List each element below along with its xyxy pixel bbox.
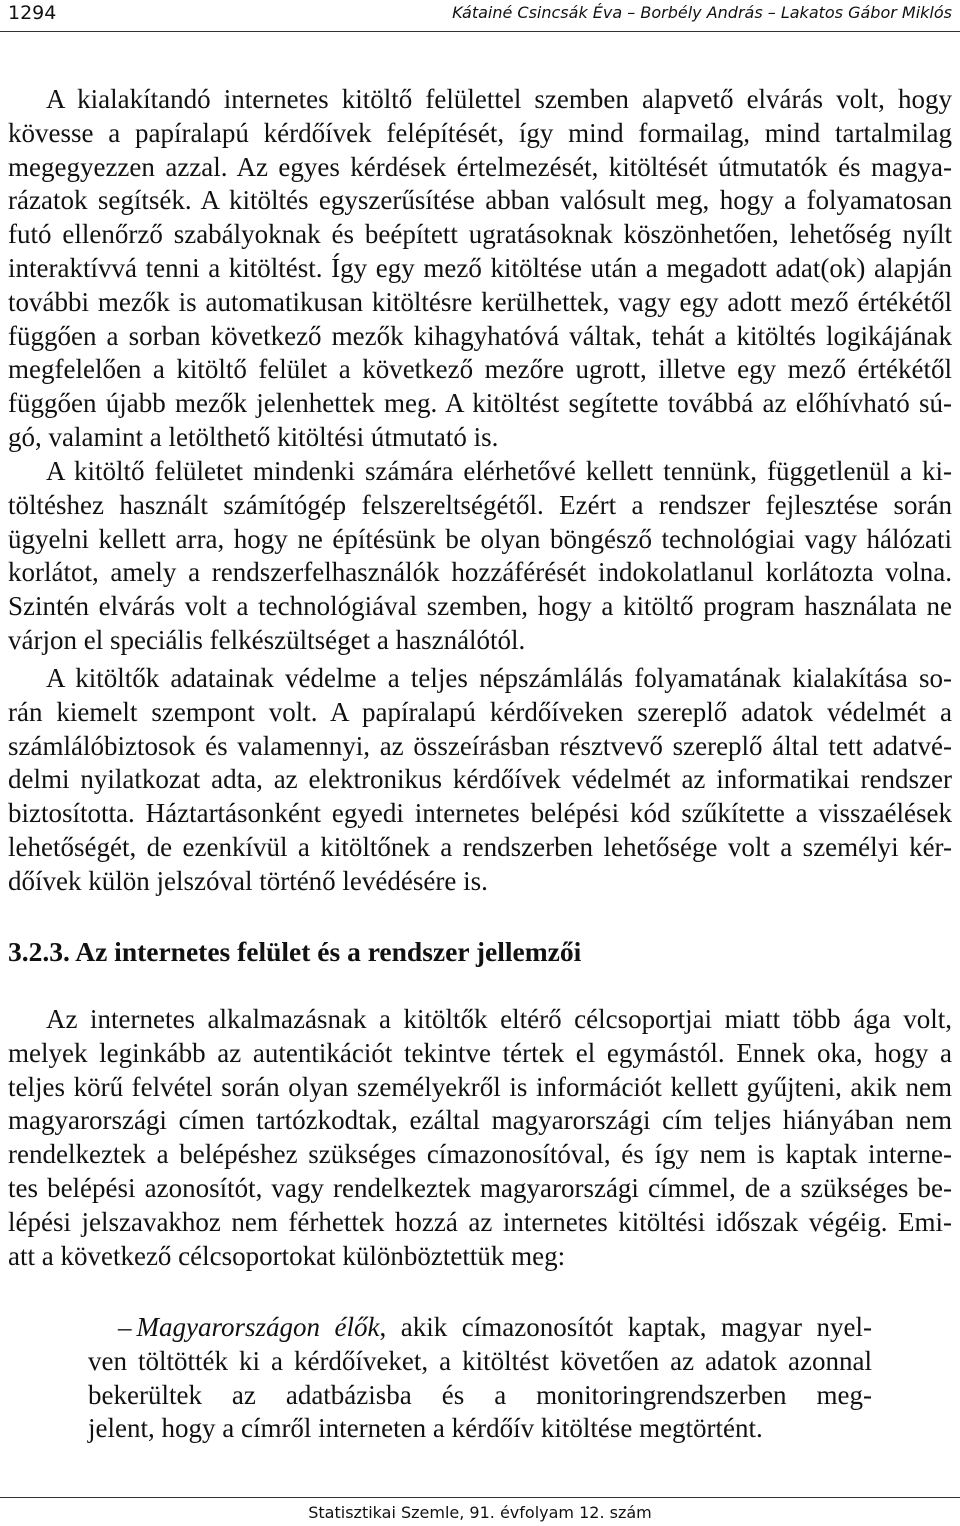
text-line: biztosította. Háztartásonként egyedi internetes belépési kód szűkítette a visszaélések [8,798,952,829]
text-line: A kialakítandó internetes kitöltő felülettel szemben alapvető elvárás volt, hogy [46,84,952,114]
journal-footer: Statisztikai Szemle, 91. évfolyam 12. szám [308,1503,652,1522]
text-line: melyek leginkább az autentikációt tekintve tértek el egymástól. Ennek oka, hogy a [8,1037,952,1068]
text-line: várjon el speciális felkészültséget a használótól. [8,624,526,655]
list-item-text: , akik címazonosítót kaptak, magyar nyel- [379,1312,872,1342]
list-item [88,1311,872,1446]
text-line: magyarországi címen tartózkodtak, ezáltal magyarországi cím teljes hiányában nem [8,1105,952,1136]
text-line: att a következő célcsoportokat különböztettük meg: [8,1240,566,1271]
text-line: A kitöltők adatainak védelme a teljes népszámlálás folyamatának kialakítása so- [46,663,952,693]
footer-rule [0,1497,960,1498]
paragraph-4 [8,1003,952,1273]
text-line: delmi nyilatkozat adta, az elektronikus kérdőívek védelmét az informatikai rendszer [8,764,952,795]
paragraph-2 [8,455,952,658]
text-line: rázatok segítsék. A kitöltés egyszerűsítése abban valósult meg, hogy a folyamatosan [8,185,952,216]
text-line: további mezők is automatikusan kitöltésre kerülhettek, vagy egy adott mező értékétől [8,286,952,317]
text-line: bekerültek az adatbázisba és a monitoringrendszerben meg- [88,1379,872,1410]
text-line: dőívek külön jelszóval történő levédésére is. [8,865,488,896]
text-line: A kitöltő felületet mindenki számára elérhetővé kellett tennünk, függetlenül a ki- [46,456,952,486]
text-line: töltéshez használt számítógép felszereltségétől. Ezért a rendszer fejlesztése során [8,489,952,520]
text-line: futó ellenőrző szabályoknak és beépített ugratásoknak köszönhetően, lehetőség nyílt [8,219,952,250]
text-line: Szintén elvárás volt a technológiával szemben, hogy a kitöltő program használata ne [8,591,952,622]
text-line: gó, valamint a letölthető kitöltési útmutató is. [8,421,499,452]
text-line: korlátot, amely a rendszerfelhasználók hozzáférését indokolatlanul korlátozta volna. [8,557,952,588]
text-line: függően a sorban következő mezők kihagyhatóvá váltak, tehát a kitöltés logikájának [8,320,952,351]
list-dash: – [118,1312,132,1342]
text-line: interaktívvá tenni a kitöltést. Így egy mező kitöltése után a megadott adat(ok) alapján [8,252,952,283]
text-line: lehetőségét, de ezenkívül a kitöltőnek a rendszerben lehetősége volt a személyi kér- [8,831,952,862]
text-line: Az internetes alkalmazásnak a kitöltők eltérő célcsoportjai miatt több ága volt, [46,1004,952,1034]
paragraph-3 [8,662,952,899]
list-item-term: Magyarországon élők [136,1312,380,1342]
text-line: lépési jelszavakhoz nem férhettek hozzá az internetes kitöltési időszak végéig. Emi- [8,1206,952,1237]
text-line: megegyezzen azzal. Az egyes kérdések értelmezését, kitöltését útmutatók és magya- [8,151,952,182]
text-line: tes belépési azonosítót, vagy rendelkeztek magyarországi címmel, de a szükséges be- [8,1172,952,1203]
text-line: teljes körű felvétel során olyan személyekről is információt kellett gyűjteni, akik nem [8,1071,952,1102]
text-line: jelent, hogy a címről interneten a kérdőív kitöltése megtörtént. [88,1413,763,1444]
paragraph-1 [8,83,952,455]
list-item-first-line [88,1311,872,1345]
text-line: számlálóbiztosok és valamennyi, az összeírásban résztvevő szereplő által tett adatvé- [8,730,952,761]
header-rule [0,31,960,32]
text-line: rán kiemelt szempont volt. A papíralapú kérdőíveken szereplő adatok védelmét a [8,696,952,727]
text-line: rendelkeztek a belépéshez szükséges címazonosítóval, és így nem is kaptak interne- [8,1139,952,1170]
text-line: ven töltötték ki a kérdőíveket, a kitöltést követően az adatok azonnal [88,1345,872,1376]
page-number: 1294 [8,2,57,24]
text-line: kövesse a papíralapú kérdőívek felépítését, így mind formailag, mind tartalmilag [8,117,952,148]
section-heading: 3.2.3. Az internetes felület és a rendszer jellemzői [8,936,582,967]
text-line: függően újabb mezők jelenhettek meg. A kitöltést segítette továbbá az előhívható sú- [8,388,952,419]
text-line: megfelelően a kitöltő felület a következő mezőre ugrott, illetve egy mező értékétől [8,354,952,385]
text-line: ügyelni kellett arra, hogy ne építésünk be olyan böngésző technológiai vagy hálózati [8,523,952,554]
running-header-authors: Kátainé Csincsák Éva – Borbély András – Lakatos Gábor Miklós [452,3,952,22]
